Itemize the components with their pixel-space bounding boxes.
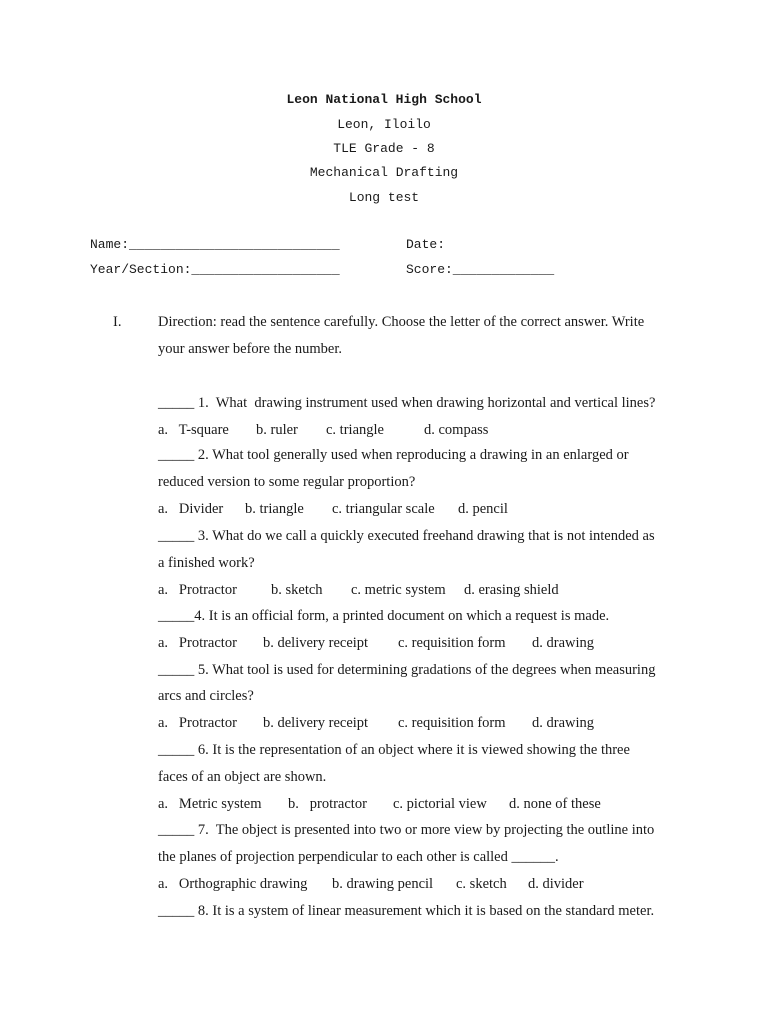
- choice-b: b. delivery receipt: [263, 635, 369, 651]
- choice-a: a. Divider: [158, 501, 224, 517]
- question-3-line1: _____ 3. What do we call a quickly executed freehand drawing that is not intended as: [158, 528, 655, 544]
- choice-b: b. drawing pencil: [332, 876, 434, 892]
- choice-b: b. ruler: [256, 422, 298, 438]
- question-2-line1: _____ 2. What tool generally used when reproducing a drawing in an enlarged or: [158, 447, 629, 463]
- choice-d: d. compass: [424, 422, 489, 438]
- question-3-line2: a finished work?: [158, 555, 255, 571]
- question-1-line1: _____ 1. What drawing instrument used when drawing horizontal and vertical lines?: [158, 395, 656, 411]
- choice-d: d. divider: [528, 876, 584, 892]
- school-name: Leon National High School: [286, 92, 482, 107]
- choice-c: c. triangle: [326, 422, 384, 438]
- subject-title: Mechanical Drafting: [309, 165, 459, 180]
- choice-c: c. metric system: [351, 582, 446, 598]
- choice-d: d. drawing: [532, 635, 595, 651]
- choice-b: b. sketch: [271, 582, 323, 598]
- question-5-line2: arcs and circles?: [158, 688, 254, 704]
- direction-text-line1: Direction: read the sentence carefully. Choose the letter of the correct answer. Write: [158, 314, 645, 330]
- choice-a: a. Protractor: [158, 635, 237, 651]
- choice-b: b. delivery receipt: [263, 715, 369, 731]
- question-7-line1: _____ 7. The object is presented into two or more view by projecting the outline into: [158, 822, 655, 838]
- choice-a: a. Protractor: [158, 582, 237, 598]
- choice-a: a. Orthographic drawing: [158, 876, 308, 892]
- choice-d: d. pencil: [458, 501, 508, 517]
- choice-a: a. Protractor: [158, 715, 237, 731]
- choice-b: b. triangle: [245, 501, 304, 517]
- question-5-line1: _____ 5. What tool is used for determining gradations of the degrees when measuring: [158, 662, 656, 678]
- choice-d: d. erasing shield: [464, 582, 559, 598]
- choice-c: c. triangular scale: [332, 501, 435, 517]
- question-8-line1: _____ 8. It is a system of linear measurement which it is based on the standard meter.: [158, 903, 655, 919]
- question-6-line1: _____ 6. It is the representation of an object where it is viewed showing the three: [158, 742, 630, 758]
- date-field: Date:: [406, 237, 446, 252]
- choice-d: d. none of these: [509, 796, 601, 812]
- question-2-line2: reduced version to some regular proportion?: [158, 474, 416, 490]
- grade-level: TLE Grade - 8: [333, 141, 435, 156]
- choice-c: c. requisition form: [398, 635, 506, 651]
- question-7-line2: the planes of projection perpendicular to each other is called ______.: [158, 849, 559, 865]
- direction-text-line2: your answer before the number.: [158, 341, 343, 357]
- school-location: Leon, Iloilo: [337, 117, 431, 132]
- choice-c: c. sketch: [456, 876, 507, 892]
- test-type: Long test: [348, 190, 420, 205]
- score-field: Score:_____________: [406, 262, 555, 277]
- section-number: I.: [113, 314, 122, 330]
- question-4-line1: _____4. It is an official form, a printed document on which a request is made.: [158, 608, 610, 624]
- question-6-line2: faces of an object are shown.: [158, 769, 327, 785]
- choice-d: d. drawing: [532, 715, 595, 731]
- choice-c: c. requisition form: [398, 715, 506, 731]
- choice-c: c. pictorial view: [393, 796, 487, 812]
- choice-a: a. T-square: [158, 422, 229, 438]
- year-section-field: Year/Section:___________________: [90, 262, 340, 277]
- choice-b: b. protractor: [288, 796, 367, 812]
- name-field: Name:___________________________: [90, 237, 340, 252]
- choice-a: a. Metric system: [158, 796, 262, 812]
